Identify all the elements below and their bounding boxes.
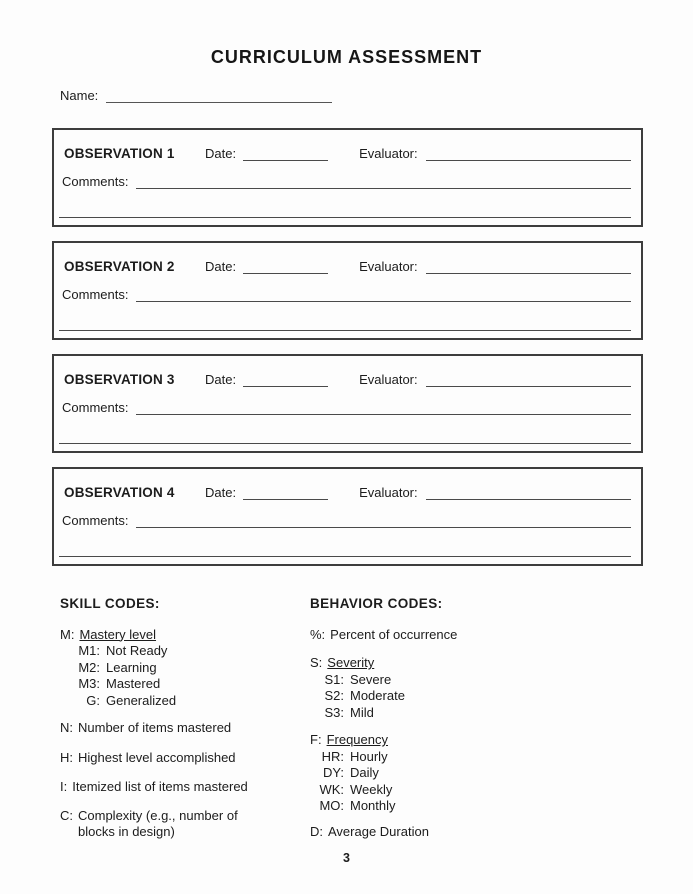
observation-title: OBSERVATION 2 <box>64 259 175 274</box>
date-input-line[interactable] <box>243 259 328 274</box>
code-label: Percent of occurrence <box>330 626 458 642</box>
code-abbrev: S2: <box>324 688 344 703</box>
code-label: Mild <box>350 704 374 720</box>
code-subitem-m2 <box>60 660 310 677</box>
code-subitem-mo <box>310 798 610 815</box>
observation-title: OBSERVATION 1 <box>64 146 175 161</box>
comments-extra-row <box>59 431 631 444</box>
comments-label: Comments: <box>62 174 129 189</box>
code-item-d <box>310 824 610 841</box>
observation-box-1 <box>52 128 643 227</box>
code-item-i <box>60 779 310 796</box>
code-subitem-s3 <box>310 705 610 722</box>
code-label: Daily <box>350 765 379 780</box>
code-item-h <box>60 750 310 767</box>
date-label: Date: <box>205 146 237 161</box>
code-label: Weekly <box>350 781 393 797</box>
code-abbrev: S: <box>310 655 323 670</box>
comments-extra-line[interactable] <box>59 205 631 218</box>
skill-codes-section <box>60 596 310 852</box>
code-item-n <box>60 720 310 737</box>
observation-header-row <box>64 483 631 500</box>
code-item-percent <box>310 627 610 644</box>
code-item-frequency <box>310 732 610 749</box>
page-number: 3 <box>343 851 350 865</box>
comments-label: Comments: <box>62 400 129 415</box>
evaluator-label: Evaluator: <box>359 372 418 387</box>
code-abbrev: I: <box>60 779 68 794</box>
code-subitem-m3 <box>60 676 310 693</box>
code-abbrev: D: <box>310 823 323 839</box>
evaluator-input-line[interactable] <box>426 146 631 161</box>
code-label: Mastered <box>106 676 161 691</box>
code-subitem-s2 <box>310 688 610 705</box>
comments-input-line[interactable] <box>136 287 631 302</box>
code-abbrev: H: <box>60 749 73 765</box>
code-label: Frequency <box>326 732 388 747</box>
observation-box-4 <box>52 467 643 566</box>
code-label: Learning <box>106 659 157 675</box>
name-input-line[interactable] <box>106 89 332 103</box>
code-label: Complexity (e.g., number of blocks in design) <box>78 807 238 839</box>
code-subitem-s1 <box>310 672 610 689</box>
code-abbrev: S3: <box>324 704 344 720</box>
comments-extra-line[interactable] <box>59 544 631 557</box>
comments-row <box>62 285 631 302</box>
code-abbrev: M2: <box>78 659 100 675</box>
page-title: CURRICULUM ASSESSMENT <box>210 47 483 67</box>
code-label: Hourly <box>350 748 388 764</box>
name-label: Name: <box>60 88 99 103</box>
code-label: Itemized list of items mastered <box>72 779 248 794</box>
code-abbrev: MO: <box>319 798 344 813</box>
code-subitem-hr <box>310 749 610 766</box>
observation-header-row <box>64 370 631 387</box>
comments-row <box>62 511 631 528</box>
name-field-row <box>60 88 332 103</box>
code-label: Moderate <box>350 688 405 703</box>
code-label: Severe <box>350 671 392 687</box>
comments-input-line[interactable] <box>136 513 631 528</box>
evaluator-input-line[interactable] <box>426 259 631 274</box>
evaluator-input-line[interactable] <box>426 485 631 500</box>
frequency-group <box>310 732 610 815</box>
code-label: Not Ready <box>106 643 168 658</box>
date-label: Date: <box>205 485 237 500</box>
observation-header-row <box>64 144 631 161</box>
date-input-line[interactable] <box>243 146 328 161</box>
code-subitem-wk <box>310 782 610 799</box>
comments-row <box>62 398 631 415</box>
skill-codes-heading: SKILL CODES: <box>60 596 160 611</box>
code-abbrev: S1: <box>324 671 344 687</box>
code-label: Number of items mastered <box>78 720 232 735</box>
observation-box-3 <box>52 354 643 453</box>
code-abbrev: M1: <box>78 643 100 658</box>
code-item-severity <box>310 655 610 672</box>
code-abbrev: F: <box>310 732 322 747</box>
observation-title: OBSERVATION 4 <box>64 485 175 500</box>
comments-label: Comments: <box>62 513 129 528</box>
comments-extra-line[interactable] <box>59 431 631 444</box>
comments-input-line[interactable] <box>136 400 631 415</box>
code-label: Generalized <box>106 692 177 708</box>
code-abbrev: %: <box>310 626 326 642</box>
code-abbrev: N: <box>60 720 73 735</box>
evaluator-input-line[interactable] <box>426 372 631 387</box>
observation-header-row <box>64 257 631 274</box>
mastery-level-group <box>60 627 310 710</box>
code-abbrev: G: <box>86 692 100 708</box>
comments-extra-row <box>59 318 631 331</box>
evaluator-label: Evaluator: <box>359 485 418 500</box>
comments-input-line[interactable] <box>136 174 631 189</box>
code-abbrev: HR: <box>321 748 344 764</box>
comments-extra-row <box>59 205 631 218</box>
behavior-codes-heading: BEHAVIOR CODES: <box>310 596 443 611</box>
code-abbrev: M3: <box>78 676 100 691</box>
code-label: Severity <box>327 655 375 670</box>
date-label: Date: <box>205 259 237 274</box>
behavior-codes-section <box>310 596 610 851</box>
code-label: Mastery level <box>79 626 157 642</box>
date-input-line[interactable] <box>243 485 328 500</box>
code-label: Monthly <box>350 798 396 813</box>
code-item-c <box>60 808 310 841</box>
observation-title: OBSERVATION 3 <box>64 372 175 387</box>
comments-extra-line[interactable] <box>59 318 631 331</box>
comments-label: Comments: <box>62 287 129 302</box>
code-abbrev: C: <box>60 807 73 823</box>
observation-box-2 <box>52 241 643 340</box>
date-input-line[interactable] <box>243 372 328 387</box>
code-subitem-dy <box>310 765 610 782</box>
code-subitem-m1 <box>60 643 310 660</box>
evaluator-label: Evaluator: <box>359 146 418 161</box>
code-abbrev: WK: <box>319 781 344 797</box>
severity-group <box>310 655 610 721</box>
date-label: Date: <box>205 372 237 387</box>
code-subitem-g <box>60 693 310 710</box>
evaluator-label: Evaluator: <box>359 259 418 274</box>
code-label: Average Duration <box>328 823 429 839</box>
code-abbrev: M: <box>60 626 75 642</box>
comments-extra-row <box>59 544 631 557</box>
code-item-mastery <box>60 627 310 644</box>
code-abbrev: DY: <box>323 765 344 780</box>
comments-row <box>62 172 631 189</box>
code-label: Highest level accomplished <box>78 749 236 765</box>
